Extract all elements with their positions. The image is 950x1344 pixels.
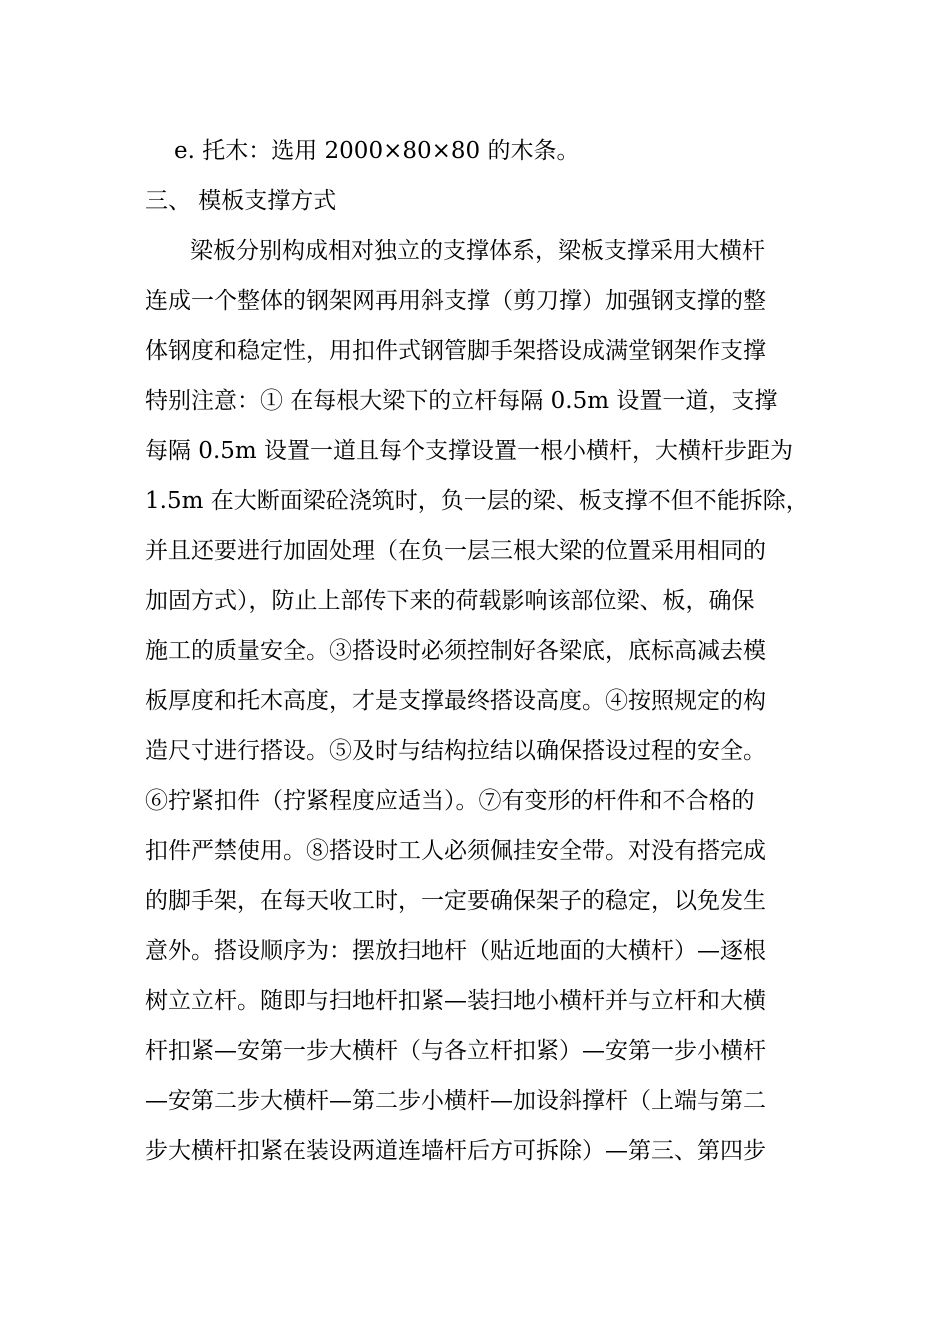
paragraph-line: 的脚手架，在每天收工时，一定要确保架子的稳定，以免发生 (145, 888, 766, 914)
paragraph-line: 梁板分别构成相对独立的支撑体系，梁板支撑采用大横杆 (190, 238, 765, 264)
paragraph-line: —安第二步大横杆—第二步小横杆—加设斜撑杆（上端与第二 (145, 1088, 766, 1114)
section-heading: 三、 模板支撑方式 (145, 188, 337, 214)
paragraph-line: 1.5m 在大断面梁砼浇筑时，负一层的梁、板支撑不但不能拆除， (145, 488, 809, 514)
paragraph-line: 特别注意：① 在每根大梁下的立杆每隔 0.5m 设置一道，支撑 (145, 388, 778, 414)
paragraph-line: ⑥拧紧扣件（拧紧程度应适当）。⑦有变形的杆件和不合格的 (145, 788, 755, 814)
paragraph-line: 施工的质量安全。③搭设时必须控制好各梁底，底标高减去模 (145, 638, 766, 664)
paragraph-line: 步大横杆扣紧在装设两道连墙杆后方可拆除）—第三、第四步 (145, 1138, 766, 1164)
paragraph-line: 体钢度和稳定性，用扣件式钢管脚手架搭设成满堂钢架作支撑 (145, 338, 766, 364)
paragraph-line: 意外。搭设顺序为：摆放扫地杆（贴近地面的大横杆）—逐根 (145, 938, 766, 964)
paragraph-line: 连成一个整体的钢架网再用斜支撑（剪刀撑）加强钢支撑的整 (145, 288, 766, 314)
paragraph-line: 每隔 0.5m 设置一道且每个支撑设置一根小横杆，大横杆步距为 (145, 438, 794, 464)
paragraph-line: 加固方式），防止上部传下来的荷载影响该部位梁、板，确保 (145, 588, 755, 614)
paragraph-line: 造尺寸进行搭设。⑤及时与结构拉结以确保搭设过程的安全。 (145, 738, 766, 764)
paragraph-line: 扣件严禁使用。⑧搭设时工人必须佩挂安全带。对没有搭完成 (145, 838, 766, 864)
item-e-line: e. 托木：选用 2000×80×80 的木条。 (174, 138, 580, 164)
paragraph-line: 杆扣紧—安第一步大横杆（与各立杆扣紧）—安第一步小横杆 (145, 1038, 766, 1064)
paragraph-line: 板厚度和托木高度，才是支撑最终搭设高度。④按照规定的构 (145, 688, 766, 714)
paragraph-line: 并且还要进行加固处理（在负一层三根大梁的位置采用相同的 (145, 538, 766, 564)
paragraph-line: 树立立杆。随即与扫地杆扣紧—装扫地小横杆并与立杆和大横 (145, 988, 766, 1014)
